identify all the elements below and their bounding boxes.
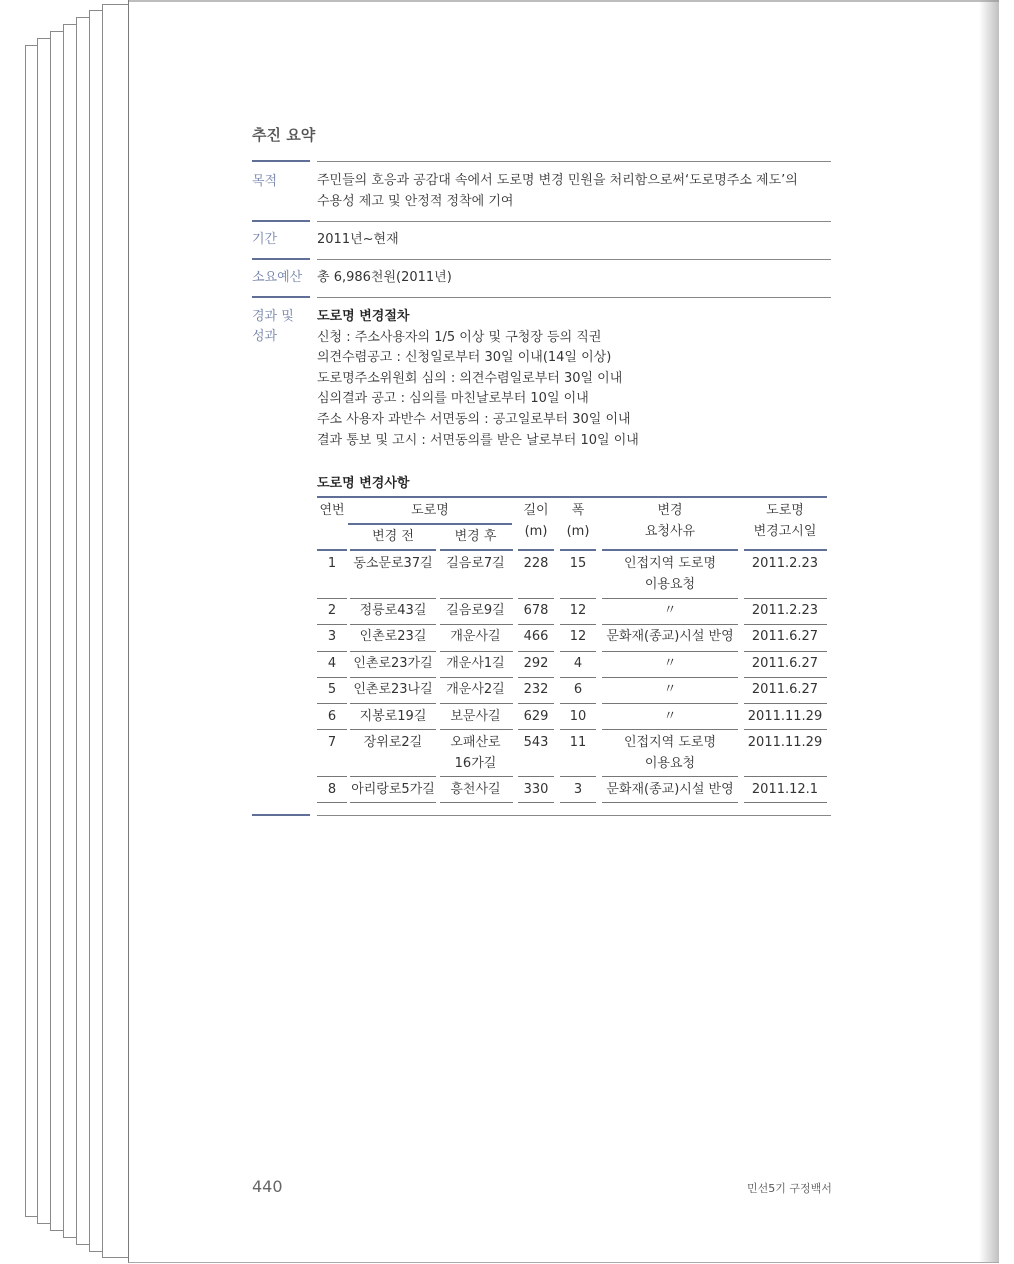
page-top-edge	[129, 0, 999, 2]
label-rule	[252, 220, 310, 222]
label-rule	[252, 258, 310, 260]
header-length-unit: (m)	[524, 523, 548, 539]
row-rule	[518, 802, 554, 803]
cell-reason	[601, 733, 739, 774]
cell-width: 15	[569, 556, 587, 571]
row-rule	[350, 651, 436, 652]
procedure-step: 의견수렴공고 : 신청일로부터 30일 이내(14일 이상)	[317, 350, 612, 366]
header-before: 변경 전	[372, 529, 414, 544]
row-rule	[518, 598, 554, 599]
row-rule	[518, 677, 554, 678]
row-rule	[350, 677, 436, 678]
header-length	[517, 501, 555, 542]
cell-after: 개운사1길	[446, 656, 505, 671]
header-bottom-rule	[602, 549, 738, 551]
changes-title: 도로명 변경사항	[317, 476, 410, 491]
cell-length: 466	[523, 629, 549, 644]
cell-reason: 〃	[663, 709, 677, 724]
cell-date: 2011.2.23	[751, 603, 819, 618]
cell-reason	[601, 554, 739, 595]
section-title: 추진 요약	[252, 126, 316, 144]
cell-after: 보문사길	[450, 709, 501, 724]
page-gutter-shadow	[979, 0, 999, 1262]
row-rule	[560, 703, 596, 704]
header-date	[743, 501, 827, 542]
cell-no: 3	[327, 629, 337, 644]
header-width-unit: (m)	[566, 523, 590, 539]
table-top-rule	[317, 496, 827, 498]
row-rule	[602, 677, 738, 678]
header-bottom-rule	[317, 549, 347, 551]
cell-after: 개운사2길	[446, 682, 505, 697]
procedure-title: 도로명 변경절차	[317, 309, 410, 324]
row-rule	[744, 651, 827, 652]
cell-no: 4	[327, 656, 337, 671]
row-rule	[560, 802, 596, 803]
header-bottom-rule	[518, 549, 554, 551]
row-rule	[602, 729, 738, 730]
period-text: 2011년~현재	[317, 232, 399, 247]
cell-before: 지봉로19길	[359, 709, 427, 724]
cell-length: 678	[523, 603, 549, 618]
cell-date: 2011.2.23	[751, 556, 819, 571]
cell-width: 11	[569, 735, 587, 750]
header-bottom-rule	[744, 549, 827, 551]
cell-reason-line: 인접지역 도로명	[623, 735, 717, 750]
cell-reason: 문화재(종교)시설 반영	[606, 782, 734, 797]
purpose-text	[317, 171, 798, 212]
cell-before: 인촌로23가길	[353, 656, 433, 671]
period-label: 기간	[252, 232, 278, 247]
row-rule	[317, 598, 347, 599]
cell-after-line: 16가길	[454, 755, 497, 771]
row-rule	[560, 598, 596, 599]
procedure-step: 신청 : 주소사용자의 1/5 이상 및 구청장 등의 직권	[317, 329, 602, 345]
procedure-step: 결과 통보 및 고시 : 서면동의를 받은 날로부터 10일 이내	[317, 432, 639, 448]
label-rule	[252, 814, 310, 816]
row-rule	[317, 624, 347, 625]
purpose-line: 수용성 제고 및 안정적 정착에 기여	[317, 193, 514, 209]
cell-reason: 〃	[663, 682, 677, 697]
cell-width: 10	[569, 709, 587, 724]
row-rule	[560, 677, 596, 678]
header-reason-line: 요청사유	[644, 523, 696, 539]
header-length-line: 길이	[523, 503, 549, 518]
row-rule	[744, 776, 827, 777]
cell-reason-line: 이용요청	[644, 755, 696, 771]
row-rule	[317, 651, 347, 652]
cell-no: 8	[327, 782, 337, 797]
cell-reason-line: 이용요청	[644, 576, 696, 592]
header-date-line: 변경고시일	[753, 523, 817, 539]
row-rule	[744, 802, 827, 803]
row-rule	[744, 703, 827, 704]
cell-length: 629	[523, 709, 549, 724]
row-rule	[518, 729, 554, 730]
row-rule	[440, 703, 513, 704]
row-rule	[744, 598, 827, 599]
row-rule	[602, 776, 738, 777]
row-rule	[440, 729, 513, 730]
cell-width: 12	[569, 629, 587, 644]
text-rule	[317, 221, 831, 222]
budget-text: 총 6,986천원(2011년)	[317, 270, 452, 285]
header-after: 변경 후	[454, 529, 497, 544]
row-rule	[744, 677, 827, 678]
row-rule	[602, 624, 738, 625]
cell-no: 2	[327, 603, 337, 618]
row-rule	[744, 729, 827, 730]
cell-no: 1	[327, 556, 337, 571]
procedure-step: 주소 사용자 과반수 서면동의 : 공고일로부터 30일 이내	[317, 411, 631, 427]
cell-before: 인촌로23나길	[353, 682, 433, 697]
header-width	[559, 501, 597, 542]
header-no: 연번	[319, 503, 345, 518]
row-rule	[350, 703, 436, 704]
header-road: 도로명	[411, 503, 449, 518]
cell-length: 228	[523, 556, 549, 571]
text-rule	[317, 297, 831, 298]
cell-before: 인촌로23길	[359, 629, 427, 644]
procedure-step: 도로명주소위원회 심의 : 의견수렴일로부터 30일 이내	[317, 370, 623, 386]
cell-no: 6	[327, 709, 337, 724]
row-rule	[350, 802, 436, 803]
cell-length: 330	[523, 782, 549, 797]
cell-before: 아리랑로5가길	[351, 782, 435, 797]
header-reason	[601, 501, 739, 542]
header-date-line: 도로명	[766, 503, 804, 518]
cell-before: 정릉로43길	[359, 603, 427, 618]
header-bottom-rule	[560, 549, 596, 551]
row-rule	[602, 802, 738, 803]
header-bottom-rule	[440, 549, 513, 551]
row-rule	[440, 651, 513, 652]
cell-after: 길음로7길	[446, 556, 505, 571]
results-label	[252, 307, 294, 347]
cell-length: 543	[523, 735, 549, 750]
row-rule	[350, 624, 436, 625]
cell-reason: 문화재(종교)시설 반영	[606, 629, 734, 644]
label-rule	[252, 160, 310, 162]
header-bottom-rule	[350, 549, 436, 551]
cell-width: 12	[569, 603, 587, 618]
row-rule	[317, 703, 347, 704]
cell-reason: 〃	[663, 603, 677, 618]
row-rule	[560, 729, 596, 730]
row-rule	[560, 776, 596, 777]
results-label-line: 경과 및	[252, 309, 294, 324]
header-road-rule	[348, 523, 512, 525]
cell-after-line: 오패산로	[450, 735, 501, 750]
procedure-block	[317, 307, 639, 451]
cell-date: 2011.11.29	[747, 735, 823, 750]
row-rule	[560, 651, 596, 652]
cell-width: 4	[573, 656, 583, 671]
row-rule	[317, 776, 347, 777]
cell-no: 5	[327, 682, 337, 697]
page-number: 440	[252, 1177, 283, 1196]
cell-date: 2011.12.1	[751, 782, 819, 797]
header-width-line: 폭	[571, 503, 585, 518]
purpose-line: 주민들의 호응과 공감대 속에서 도로명 변경 민원을 처리함으로써‘도로명주소 제도’의	[317, 173, 798, 188]
book-title: 민선5기 구정백서	[747, 1182, 832, 1195]
procedure-step: 심의결과 공고 : 심의를 마친날로부터 10일 이내	[317, 391, 589, 407]
cell-after: 개운사길	[450, 629, 501, 644]
row-rule	[602, 651, 738, 652]
row-rule	[518, 776, 554, 777]
cell-no: 7	[327, 735, 337, 750]
row-rule	[518, 624, 554, 625]
row-rule	[518, 651, 554, 652]
cell-reason-line: 인접지역 도로명	[623, 556, 717, 571]
cell-before: 동소문로37길	[353, 556, 433, 571]
row-rule	[440, 624, 513, 625]
row-rule	[440, 776, 513, 777]
cell-width: 3	[573, 782, 583, 797]
row-rule	[602, 598, 738, 599]
cell-reason: 〃	[663, 656, 677, 671]
row-rule	[560, 624, 596, 625]
cell-date: 2011.11.29	[747, 709, 823, 724]
cell-after: 길음로9길	[446, 603, 505, 618]
label-rule	[252, 296, 310, 298]
cell-length: 232	[523, 682, 549, 697]
row-rule	[440, 677, 513, 678]
row-rule	[350, 598, 436, 599]
cell-date: 2011.6.27	[751, 629, 819, 644]
cell-length: 292	[523, 656, 549, 671]
cell-after: 흥천사길	[450, 782, 501, 797]
cell-before: 장위로2길	[363, 735, 423, 750]
purpose-label: 목적	[252, 174, 278, 189]
text-rule	[317, 815, 831, 816]
row-rule	[317, 802, 347, 803]
text-rule	[317, 259, 831, 260]
row-rule	[350, 729, 436, 730]
budget-label: 소요예산	[252, 270, 303, 285]
row-rule	[744, 624, 827, 625]
row-rule	[518, 703, 554, 704]
cell-width: 6	[573, 682, 583, 697]
cell-after	[438, 733, 513, 774]
row-rule	[317, 729, 347, 730]
row-rule	[440, 598, 513, 599]
results-label-line: 성과	[252, 329, 278, 344]
header-reason-line: 변경	[657, 503, 683, 518]
cell-date: 2011.6.27	[751, 656, 819, 671]
cell-date: 2011.6.27	[751, 682, 819, 697]
row-rule	[317, 677, 347, 678]
row-rule	[440, 802, 513, 803]
row-rule	[602, 703, 738, 704]
text-rule	[317, 161, 831, 162]
row-rule	[350, 776, 436, 777]
